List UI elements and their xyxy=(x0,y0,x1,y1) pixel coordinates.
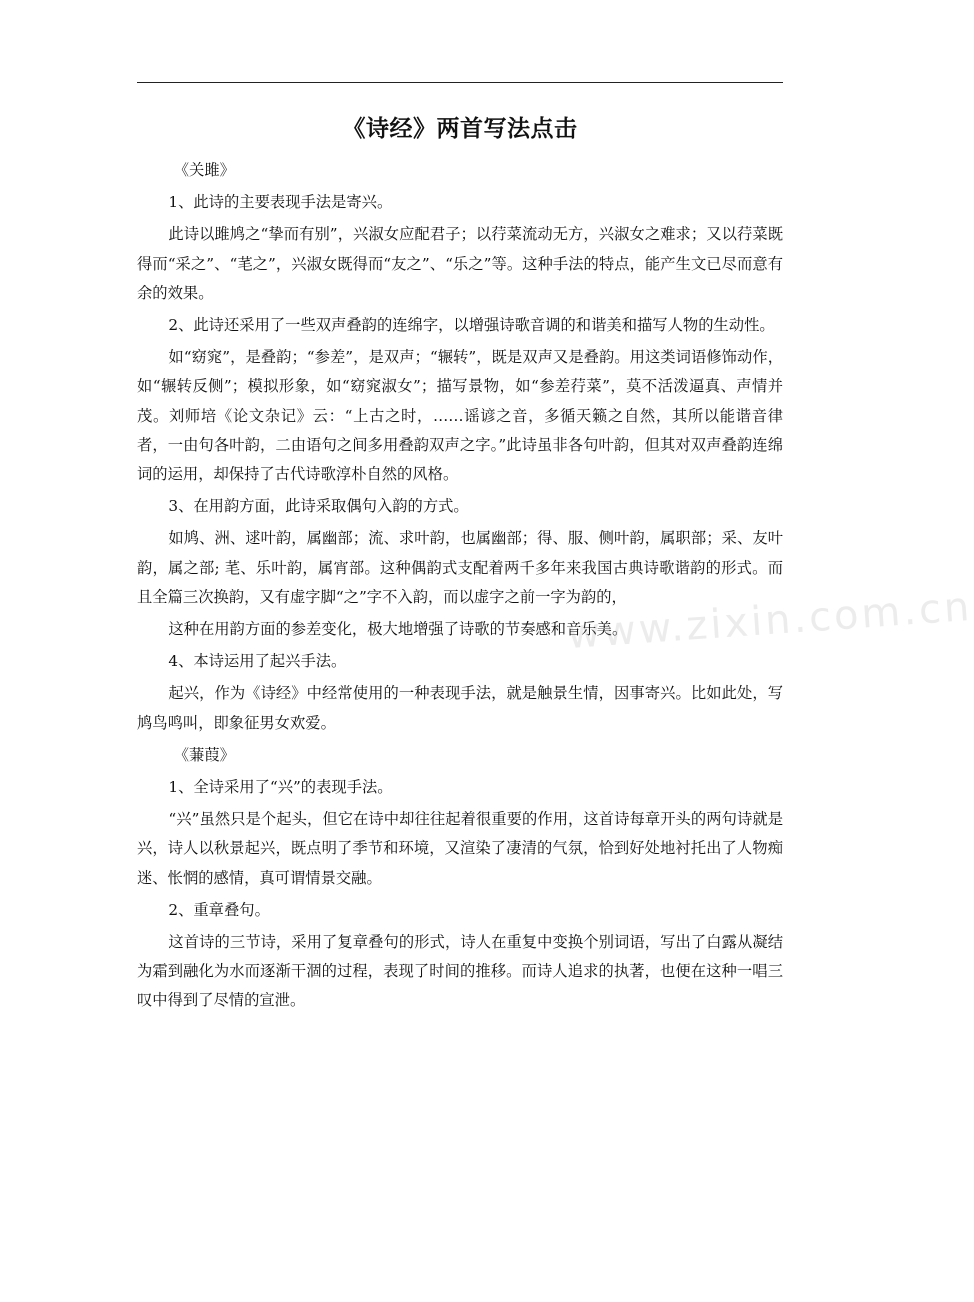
paragraph: 3、在用韵方面，此诗采取偶句入韵的方式。 xyxy=(168,497,469,516)
watermark: www.zixin.com.cn xyxy=(565,583,974,659)
paragraph: 如鸠、洲、逑叶韵，属幽部；流、求叶韵，也属幽部；得、服、侧叶韵，属职部；采、友叶韵，属之部; 芼、乐叶韵，属宵部。这种偶韵式支配着两千多年来我国古典诗歌谐韵的形式。而且全篇三次换韵，又有虚字脚“之”字不入韵，而以虚字之前一字为韵的， xyxy=(137,529,783,606)
paragraph: 2、重章叠句。 xyxy=(168,900,270,919)
paragraph: 如“窈窕”，是叠韵；“参差”，是双声；“辗转”，既是双声又是叠韵。用这类词语修饰动作，如“辗转反侧”；模拟形象，如“窈窕淑女”；描写景物，如“参差荇菜”，莫不活泼逼真、声情并茂。刘师培《论文杂记》云：“上古之时，……谣谚之音，多循天籁之自然，其所以能谐音律者，一由句各叶韵，二由语句之间多用叠韵双声之字。”此诗虽非各句叶韵，但其对双声叠韵连绵词的运用，却保持了古代诗歌淳朴自然的风格。 xyxy=(137,348,783,484)
paragraph: 2、此诗还采用了一些双声叠韵的连绵字，以增强诗歌音调的和谐美和描写人物的生动性。 xyxy=(168,316,775,335)
section-heading-jianjia: 《蒹葭》 xyxy=(173,745,235,764)
paragraph: 1、全诗采用了“兴”的表现手法。 xyxy=(168,778,393,797)
paragraph: 1、此诗的主要表现手法是寄兴。 xyxy=(168,193,393,212)
paragraph: 起兴，作为《诗经》中经常使用的一种表现手法，就是触景生情，因事寄兴。比如此处，写鸠鸟鸣叫，即象征男女欢爱。 xyxy=(137,684,783,732)
paragraph: 4、本诗运用了起兴手法。 xyxy=(168,652,347,671)
paragraph: “兴”虽然只是个起头，但它在诗中却往往起着很重要的作用，这首诗每章开头的两句诗就是兴，诗人以秋景起兴，既点明了季节和环境，又渲染了凄清的气氛，恰到好处地衬托出了人物痴迷、怅惘的感情，真可谓情景交融。 xyxy=(137,810,783,887)
document-title: 《诗经》两首写法点击 xyxy=(342,116,578,142)
document-body xyxy=(137,156,783,1016)
paragraph: 这首诗的三节诗，采用了复章叠句的形式，诗人在重复中变换个别词语，写出了白露从凝结为霜到融化为水而逐渐干涸的过程，表现了时间的推移。而诗人追求的执著，也便在这种一唱三叹中得到了尽情的宣泄。 xyxy=(137,933,783,1010)
section-heading-guanju: 《关雎》 xyxy=(173,161,235,179)
header-rule xyxy=(137,82,783,83)
paragraph: 这种在用韵方面的参差变化，极大地增强了诗歌的节奏感和音乐美。 xyxy=(168,620,628,639)
paragraph: 此诗以雎鸠之“挚而有别”，兴淑女应配君子；以荇菜流动无方，兴淑女之难求；又以荇菜既得而“采之”、“芼之”，兴淑女既得而“友之”、“乐之”等。这种手法的特点，能产生文已尽而意有余的效果。 xyxy=(137,225,783,302)
